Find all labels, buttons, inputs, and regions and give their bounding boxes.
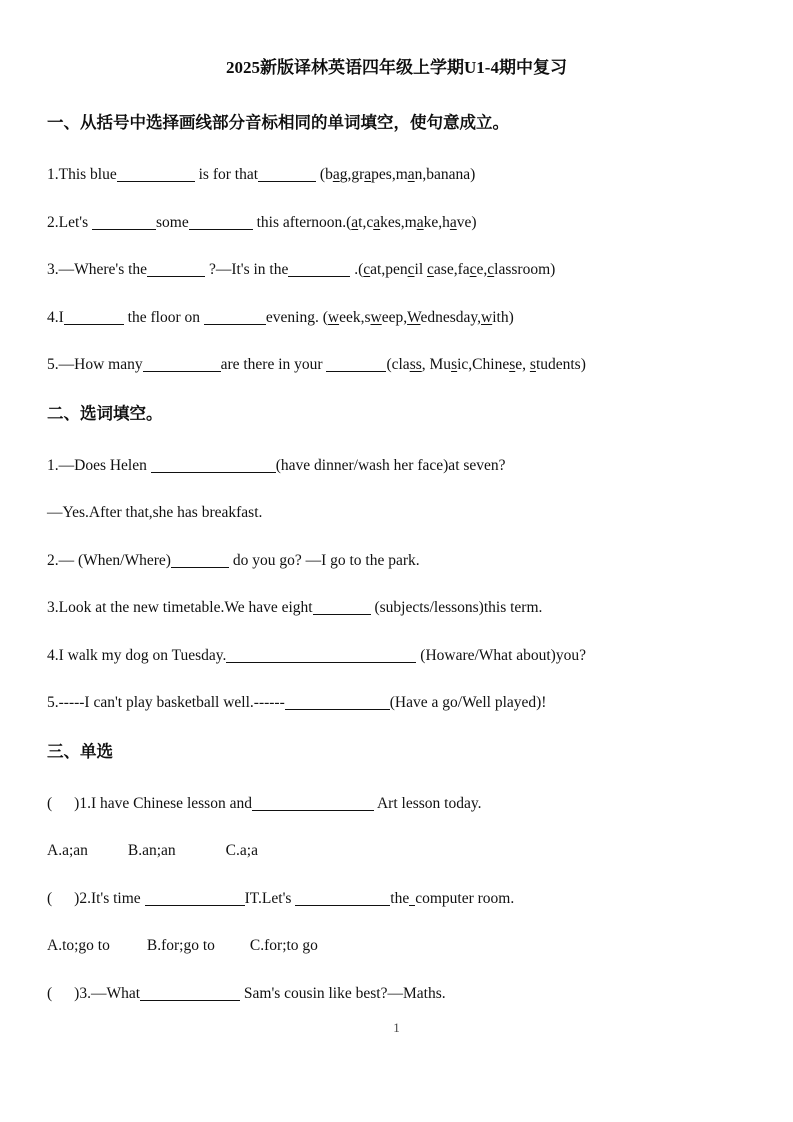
- underlined-letter: a: [449, 213, 457, 231]
- text-run: B.an;an: [127, 842, 176, 859]
- text-run: —Yes.After that,she has breakfast.: [47, 504, 263, 521]
- exercise-line: [47, 795, 748, 812]
- text-run: A.to;go to: [47, 937, 110, 954]
- text-run: (: [47, 984, 53, 1002]
- text-run: )2.It's time: [74, 889, 145, 907]
- answer-blank: [326, 370, 386, 372]
- exercise-section: [47, 404, 748, 712]
- text-run: ve): [456, 213, 477, 231]
- answer-blank: [145, 904, 245, 906]
- text-run: is for that: [194, 166, 259, 183]
- underlined-letter: c: [363, 261, 371, 278]
- answer-blank: [313, 613, 371, 615]
- exercise-line: [47, 842, 748, 859]
- text-run: t,c: [358, 213, 374, 231]
- underlined-letter: w: [370, 308, 382, 326]
- text-run: il: [414, 261, 428, 278]
- answer-blank: [295, 904, 390, 906]
- underlined-letter: a: [416, 213, 424, 231]
- text-run: 3.Look at the new timetable.We have eight: [47, 599, 313, 616]
- exercise-line: [47, 457, 748, 474]
- text-run: tudents): [535, 356, 586, 373]
- exercise-line: [47, 166, 748, 183]
- text-run: (subjects/lessons)this term.: [370, 599, 543, 616]
- underlined-letter: c: [407, 261, 415, 278]
- answer-blank: [92, 228, 156, 230]
- text-run: eek,s: [339, 308, 371, 326]
- section-heading: 二、选词填空。: [47, 403, 163, 423]
- underlined-letter: ss: [409, 356, 422, 373]
- underlined-letter: a: [351, 213, 359, 231]
- answer-blank: [140, 999, 240, 1001]
- answer-blank: [143, 370, 221, 372]
- text-run: ase,fa: [433, 261, 470, 278]
- underlined-letter: w: [481, 308, 493, 326]
- answer-blank: [151, 471, 276, 473]
- text-run: C.a;a: [225, 842, 258, 859]
- exercise-line: [47, 504, 748, 521]
- underlined-letter: a: [407, 166, 415, 183]
- text-run: B.for;go to: [146, 937, 215, 954]
- text-run: the floor on: [123, 308, 204, 326]
- exercise-line: [47, 552, 748, 569]
- underlined-letter: W: [407, 308, 421, 326]
- exercise-line: [47, 647, 748, 664]
- underlined-letter: c: [427, 261, 434, 278]
- text-run: 5.-----I can't play basketball well.------: [47, 694, 285, 711]
- section-heading: 一、从括号中选择画线部分音标相同的单词填空，使句意成立。: [47, 113, 509, 132]
- exercise-section: [47, 113, 748, 373]
- text-run: n,banana): [414, 166, 476, 183]
- answer-blank: [189, 228, 253, 230]
- text-run: 4.I walk my dog on Tuesday.: [47, 646, 227, 664]
- underlined-letter: w: [327, 308, 340, 326]
- answer-blank: [204, 323, 266, 325]
- text-run: the: [390, 889, 410, 907]
- section-heading: 三、单选: [47, 741, 113, 761]
- text-run: , Mu: [421, 356, 452, 373]
- text-run: at,pen: [370, 261, 408, 278]
- text-run: 5.—How many: [47, 356, 143, 373]
- text-run: (have dinner/wash her face)at seven?: [275, 456, 506, 474]
- text-run: do you go? —I go to the park.: [228, 551, 420, 569]
- document-body: [0, 113, 793, 1002]
- exercise-line: [47, 694, 748, 711]
- text-run: e,: [476, 261, 488, 278]
- underlined-letter: c: [469, 261, 477, 278]
- text-run: 2.Let's: [47, 213, 92, 231]
- text-run: (cla: [386, 356, 410, 373]
- document-title: 2025新版译林英语四年级上学期U1-4期中复习: [226, 58, 567, 77]
- spacer-gap: [215, 949, 250, 950]
- text-run: )1.I have Chinese lesson and: [74, 794, 252, 812]
- text-run: ic,Chine: [457, 356, 510, 373]
- text-run: (: [47, 889, 53, 907]
- underlined-letter: a: [332, 166, 340, 183]
- exercise-section: [47, 742, 748, 1002]
- answer-blank: [117, 180, 195, 182]
- spacer-gap: [52, 997, 74, 998]
- text-run: evening. (: [265, 308, 328, 326]
- exercise-line: [47, 985, 748, 1002]
- answer-blank: [252, 809, 374, 811]
- answer-blank: [258, 180, 316, 182]
- underlined-letter: s: [451, 356, 458, 373]
- spacer-gap: [52, 902, 74, 903]
- spacer-gap: [110, 949, 147, 950]
- text-run: (Howare/What about)you?: [416, 646, 586, 664]
- text-run: (: [47, 794, 53, 812]
- text-run: IT.Let's: [244, 889, 296, 907]
- text-run: e,: [515, 356, 530, 373]
- text-run: ?—It's in the: [205, 261, 289, 278]
- page-number: 1: [393, 1020, 400, 1035]
- answer-blank: [147, 275, 205, 277]
- text-run: pes,m: [371, 166, 408, 183]
- text-run: 4.I: [47, 308, 64, 326]
- answer-blank: [171, 566, 229, 568]
- underlined-letter: s: [509, 356, 516, 373]
- text-run: ke,h: [423, 213, 450, 231]
- text-run: (b: [316, 166, 333, 183]
- underlined-letter: a: [364, 166, 372, 183]
- answer-blank: [288, 275, 350, 277]
- text-run: lassroom): [494, 261, 556, 278]
- text-run: A.a;an: [47, 842, 88, 859]
- text-run: ith): [492, 308, 514, 326]
- underlined-letter: a: [373, 213, 381, 231]
- text-run: kes,m: [380, 213, 417, 231]
- text-run: some: [155, 213, 189, 231]
- text-run: Sam's cousin like best?—Maths.: [240, 984, 446, 1002]
- spacer-gap: [88, 854, 128, 855]
- text-run: )3.—What: [74, 984, 141, 1002]
- exercise-line: [47, 890, 748, 907]
- text-run: eep,: [381, 308, 408, 326]
- text-run: ednesday,: [420, 308, 482, 326]
- text-run: 3.—Where's the: [47, 261, 148, 278]
- text-run: 1.This blue: [47, 166, 117, 183]
- text-run: this afternoon.(: [252, 213, 352, 231]
- underlined-letter: c: [487, 261, 495, 278]
- answer-blank: [226, 661, 416, 663]
- exercise-line: [47, 356, 748, 373]
- answer-blank: [64, 323, 124, 325]
- underlined-letter: s: [529, 356, 536, 373]
- text-run: (Have a go/Well played)!: [389, 694, 547, 711]
- text-run: Art lesson today.: [373, 794, 482, 812]
- text-run: C.for;to go: [249, 937, 318, 954]
- exercise-line: [47, 309, 748, 326]
- exercise-line: [47, 599, 748, 616]
- exercise-line: [47, 261, 748, 278]
- spacer-gap: [52, 807, 74, 808]
- answer-blank: [285, 708, 390, 710]
- text-run: 2.— (When/Where): [47, 551, 171, 569]
- exercise-line: [47, 214, 748, 231]
- text-run: .(: [350, 261, 364, 278]
- text-run: computer room.: [415, 889, 515, 907]
- text-run: g,gr: [339, 166, 365, 183]
- spacer-gap: [176, 854, 226, 855]
- exercise-line: [47, 937, 748, 954]
- text-run: 1.—Does Helen: [47, 456, 151, 474]
- text-run: are there in your: [220, 356, 327, 373]
